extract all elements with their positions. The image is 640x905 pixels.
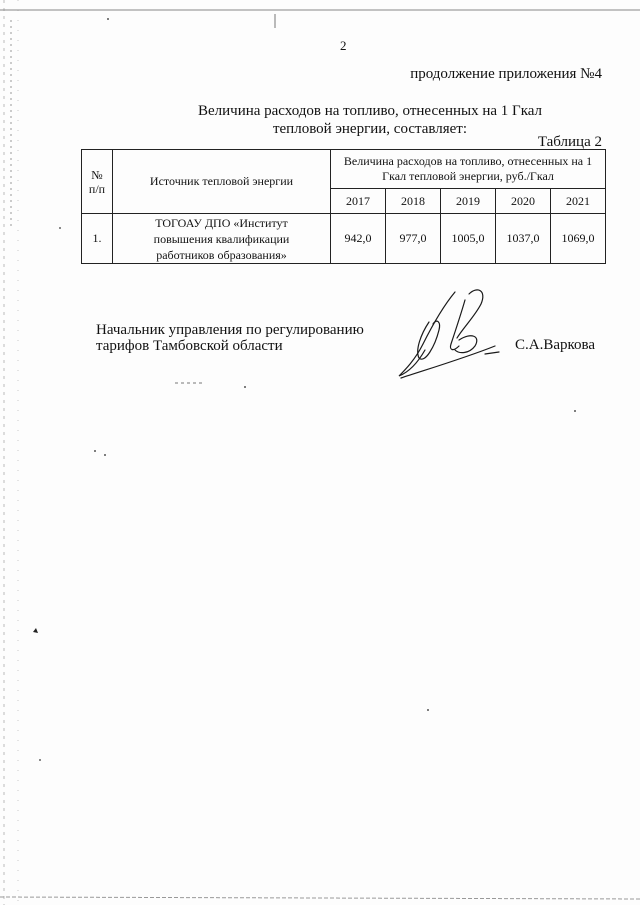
document-title-line-1: Величина расходов на топливо, отнесенных на 1 Гкал — [197, 103, 543, 119]
page-number: 2 — [340, 38, 347, 53]
header-number-line-1: № — [91, 167, 103, 182]
table-header-row — [82, 150, 606, 189]
signer-position-line-1: Начальник управления по регулированию — [96, 322, 364, 338]
scan-edge-artifact — [0, 0, 26, 905]
header-year: 2020 — [496, 189, 551, 214]
header-year: 2021 — [551, 189, 606, 214]
header-cost-group-line-2: Гкал тепловой энергии, руб./Гкал — [382, 169, 554, 183]
signer-position-line-2: тарифов Тамбовской области — [96, 338, 283, 354]
continuation-label: продолжение приложения №4 — [410, 66, 602, 82]
header-cost-group-line-1: Величина расходов на топливо, отнесенных на 1 — [343, 154, 593, 168]
header-year: 2017 — [331, 189, 386, 214]
table-label: Таблица 2 — [537, 134, 602, 150]
header-number — [82, 150, 113, 214]
table-row — [82, 214, 606, 264]
document-title-line-2: тепловой энергии, составляет: — [272, 121, 468, 137]
header-year: 2018 — [386, 189, 441, 214]
signer-name: С.А.Варкова — [515, 337, 596, 353]
row-source-line-3: работников образования» — [156, 247, 287, 262]
handwritten-signature — [395, 284, 525, 384]
row-source — [113, 214, 331, 264]
header-source: Источник тепловой энергии — [113, 150, 331, 214]
row-source-line-1: ТОГОАУ ДПО «Институт — [155, 215, 288, 230]
header-cost-group — [331, 150, 606, 189]
header-year: 2019 — [441, 189, 496, 214]
row-value-2021: 1069,0 — [551, 214, 606, 264]
row-value-2020: 1037,0 — [496, 214, 551, 264]
document-title — [150, 102, 590, 138]
row-value-2018: 977,0 — [386, 214, 441, 264]
signer-position — [96, 322, 364, 354]
row-source-line-2: повышения квалификации — [153, 231, 290, 246]
row-number: 1. — [82, 214, 113, 264]
fuel-cost-table — [81, 149, 606, 264]
row-value-2017: 942,0 — [331, 214, 386, 264]
row-value-2019: 1005,0 — [441, 214, 496, 264]
header-number-line-2: п/п — [88, 181, 106, 196]
